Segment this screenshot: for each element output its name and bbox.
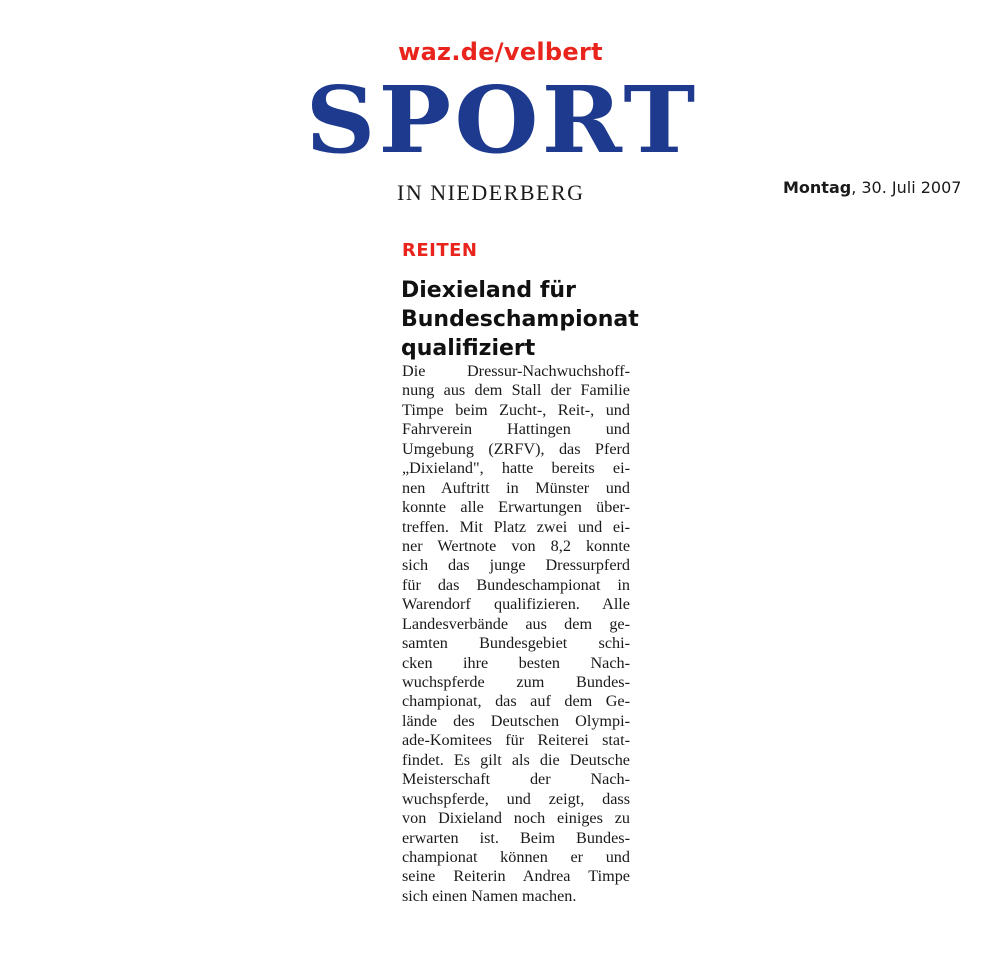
body-line: sich das junge Dressurpferd bbox=[402, 556, 630, 575]
body-line: Umgebung (ZRFV), das Pferd bbox=[402, 439, 630, 458]
body-line: Fahrverein Hattingen und bbox=[402, 420, 630, 439]
body-line: nung aus dem Stall der Familie bbox=[402, 381, 630, 400]
publication-date bbox=[783, 178, 963, 197]
body-line: Landesverbände aus dem ge- bbox=[402, 614, 630, 633]
body-line: für das Bundeschampionat in bbox=[402, 575, 630, 594]
body-line: treffen. Mit Platz zwei und ei- bbox=[402, 517, 630, 536]
date-weekday: Montag bbox=[783, 178, 852, 197]
body-line: findet. Es gilt als die Deutsche bbox=[402, 750, 630, 769]
body-line: erwarten ist. Beim Bundes- bbox=[402, 828, 630, 847]
article-headline bbox=[401, 276, 641, 363]
body-line: Warendorf qualifizieren. Alle bbox=[402, 595, 630, 614]
body-line: lände des Deutschen Olympi- bbox=[402, 711, 630, 730]
body-line: sich einen Namen machen. bbox=[402, 886, 577, 905]
body-line: Timpe beim Zucht-, Reit-, und bbox=[402, 400, 630, 419]
body-line: Die Dressur-Nachwuchshoff- bbox=[402, 362, 630, 380]
date-rest: , 30. Juli 2007 bbox=[851, 178, 962, 197]
headline-line: qualifiziert bbox=[401, 336, 536, 361]
body-line: championat können er und bbox=[402, 847, 630, 866]
body-line: ner Wertnote von 8,2 konnte bbox=[402, 536, 630, 555]
body-line: von Dixieland noch einiges zu bbox=[402, 809, 630, 828]
masthead-url: waz.de/velbert bbox=[398, 38, 603, 66]
body-line: cken ihre besten Nach- bbox=[402, 653, 630, 672]
article-category: REITEN bbox=[402, 240, 478, 261]
body-line: konnte alle Erwartungen über- bbox=[402, 498, 630, 517]
body-line: wuchspferde zum Bundes- bbox=[402, 673, 630, 691]
body-line: „Dixieland", hatte bereits ei- bbox=[402, 459, 630, 478]
body-line: championat, das auf dem Ge- bbox=[402, 692, 630, 711]
masthead-title: SPORT bbox=[305, 66, 699, 174]
headline-line: Bundeschampionat bbox=[401, 307, 639, 332]
body-line: samten Bundesgebiet schi- bbox=[402, 634, 630, 653]
body-line: wuchspferde, und zeigt, dass bbox=[402, 789, 630, 808]
article-body bbox=[402, 362, 630, 906]
body-line: ade-Komitees für Reiterei stat- bbox=[402, 731, 630, 750]
headline-line: Diexieland für bbox=[401, 278, 576, 303]
body-line: seine Reiterin Andrea Timpe bbox=[402, 867, 630, 886]
body-line: nen Auftritt in Münster und bbox=[402, 478, 630, 497]
masthead-subtitle: IN NIEDERBERG bbox=[397, 180, 585, 205]
body-line: Meisterschaft der Nach- bbox=[402, 770, 630, 789]
